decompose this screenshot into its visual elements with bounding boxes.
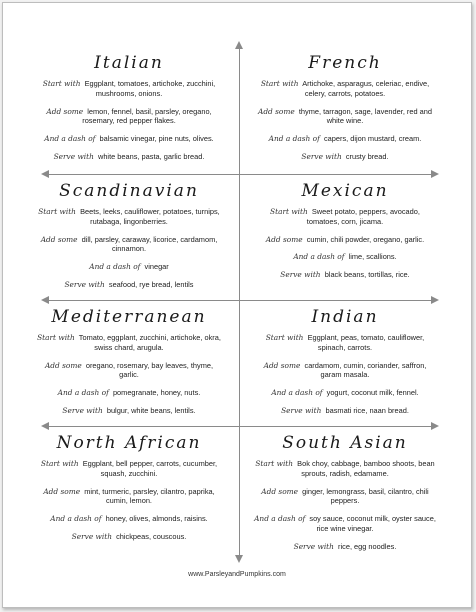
cuisine-title: Scandinavian (59, 181, 199, 201)
serve-with-text: basmati rice, naan bread. (325, 405, 409, 415)
add-some-label: Add some (46, 106, 84, 116)
dash-of-label: And a dash of (44, 134, 96, 144)
serve-with-row (253, 270, 437, 280)
serve-with-label: Serve with (71, 531, 112, 541)
arrow-up-icon (235, 41, 243, 49)
start-with-label: Start with (40, 459, 79, 468)
start-with-text: Eggplant, bell pepper, carrots, cucumber, squash, zucchini. (82, 459, 218, 478)
add-some-label: Add some (263, 360, 301, 370)
start-with-text: Artichoke, asparagus, celeriac, endive, celery, carrots, potatoes. (302, 79, 430, 98)
arrow-down-icon (235, 555, 243, 563)
dash-of-row (253, 514, 437, 534)
start-with-label: Start with (38, 207, 76, 216)
start-with-row (37, 333, 221, 353)
serve-with-text: rice, egg noodles. (338, 541, 397, 551)
add-some-row (37, 235, 221, 255)
serve-with-text: seafood, rye bread, lentils (108, 279, 194, 289)
start-with-text: Sweet potato, peppers, avocado, tomatoes, corn, jicama. (306, 207, 420, 226)
document-page (2, 2, 472, 608)
start-with-label: Start with (260, 79, 299, 88)
start-with-label: Start with (255, 459, 294, 468)
start-with-label: Start with (265, 333, 304, 342)
footer-url: www.ParsleyandPumpkins.com (188, 571, 286, 578)
add-some-label: Add some (44, 360, 82, 370)
add-some-row (253, 487, 437, 507)
add-some-row (253, 107, 437, 127)
dash-of-row (253, 388, 437, 398)
add-some-text: cumin, chili powder, oregano, garlic. (306, 234, 425, 244)
dash-of-text: pomegranate, honey, nuts. (112, 388, 201, 398)
start-with-label: Start with (270, 207, 308, 216)
cuisine-title: South Asian (282, 433, 408, 453)
vertical-axis-line (239, 47, 240, 557)
dash-of-text: honey, olives, almonds, raisins. (105, 514, 208, 524)
serve-with-text: black beans, tortillas, rice. (324, 270, 410, 280)
dash-of-label: And a dash of (271, 388, 323, 398)
cuisine-title: Mediterranean (51, 307, 207, 327)
add-some-row (37, 361, 221, 381)
serve-with-label: Serve with (280, 270, 321, 280)
start-with-text: Eggplant, tomatoes, artichoke, zucchini, mushrooms, onions. (84, 79, 216, 98)
start-with-row (253, 459, 437, 479)
cuisine-section-mexican (253, 181, 437, 288)
dash-of-label: And a dash of (89, 262, 141, 272)
add-some-label: Add some (257, 106, 295, 116)
dash-of-label: And a dash of (57, 388, 109, 398)
add-some-text: dill, parsley, caraway, licorice, cardamom, cinnamon. (81, 234, 218, 254)
serve-with-text: white beans, pasta, garlic bread. (97, 151, 205, 161)
cuisine-section-mediterranean (37, 307, 221, 424)
arrow-left-icon (41, 170, 49, 178)
dash-of-text: balsamic vinegar, pine nuts, olives. (99, 134, 214, 144)
start-with-row (253, 207, 437, 227)
dash-of-row (37, 388, 221, 398)
cuisine-title: Indian (311, 307, 379, 327)
cuisine-section-italian (37, 53, 221, 170)
add-some-text: lemon, fennel, basil, parsley, oregano, rosemary, red pepper flakes. (82, 106, 212, 126)
start-with-row (37, 459, 221, 479)
serve-with-row (253, 406, 437, 416)
dash-of-label: And a dash of (268, 134, 320, 144)
add-some-text: thyme, tarragon, sage, lavender, red and white wine. (298, 106, 432, 126)
serve-with-label: Serve with (301, 151, 342, 161)
serve-with-label: Serve with (293, 541, 334, 551)
dash-of-text: yogurt, coconut milk, fennel. (326, 388, 419, 398)
cuisine-section-north-african (37, 433, 221, 550)
dash-of-row (253, 252, 437, 262)
add-some-text: mint, turmeric, parsley, cilantro, paprika, cumin, lemon. (84, 486, 215, 506)
add-some-row (37, 107, 221, 127)
cuisine-section-scandinavian (37, 181, 221, 298)
serve-with-row (37, 406, 221, 416)
cuisine-section-south-asian (253, 433, 437, 560)
dash-of-text: lime, scallions. (348, 252, 397, 262)
cuisine-title: North African (56, 433, 202, 453)
serve-with-text: bulgur, white beans, lentils. (106, 405, 196, 415)
horizontal-axis-line (47, 426, 433, 427)
add-some-label: Add some (40, 234, 78, 244)
start-with-label: Start with (42, 79, 81, 88)
serve-with-text: chickpeas, couscous. (116, 531, 187, 541)
dash-of-row (253, 134, 437, 144)
add-some-label: Add some (265, 234, 303, 244)
cuisine-title: Italian (94, 53, 164, 73)
add-some-text: oregano, rosemary, bay leaves, thyme, garlic. (85, 360, 214, 380)
serve-with-label: Serve with (62, 405, 103, 415)
start-with-row (253, 333, 437, 353)
dash-of-text: vinegar (144, 262, 169, 272)
start-with-text: Beets, leeks, cauliflower, potatoes, turnips, rutabaga, lingonberries. (80, 207, 220, 226)
serve-with-row (37, 532, 221, 542)
dash-of-label: And a dash of (254, 514, 306, 524)
add-some-row (253, 361, 437, 381)
serve-with-row (37, 280, 221, 290)
add-some-text: ginger, lemongrass, basil, cilantro, chili peppers. (302, 486, 429, 506)
arrow-right-icon (431, 170, 439, 178)
start-with-row (37, 207, 221, 227)
start-with-row (253, 79, 437, 99)
cuisine-title: Mexican (301, 181, 389, 201)
add-some-row (37, 487, 221, 507)
add-some-label: Add some (43, 486, 81, 496)
horizontal-axis-line (47, 174, 433, 175)
start-with-row (37, 79, 221, 99)
arrow-right-icon (431, 296, 439, 304)
serve-with-row (253, 152, 437, 162)
cuisine-section-french (253, 53, 437, 170)
dash-of-row (37, 262, 221, 272)
start-with-text: Tomato, eggplant, zucchini, artichoke, okra, swiss chard, arugula. (78, 333, 221, 352)
dash-of-label: And a dash of (50, 514, 102, 524)
dash-of-label: And a dash of (293, 252, 345, 262)
add-some-label: Add some (261, 486, 299, 496)
start-with-text: Eggplant, peas, tomato, cauliflower, spinach, carrots. (307, 333, 425, 352)
horizontal-axis-line (47, 300, 433, 301)
add-some-row (253, 235, 437, 245)
serve-with-label: Serve with (64, 279, 105, 289)
serve-with-text: crusty bread. (345, 151, 389, 161)
serve-with-label: Serve with (281, 405, 322, 415)
dash-of-row (37, 514, 221, 524)
serve-with-row (37, 152, 221, 162)
dash-of-row (37, 134, 221, 144)
add-some-text: cardamom, cumin, coriander, saffron, garam masala. (304, 360, 427, 380)
cuisine-section-indian (253, 307, 437, 424)
start-with-label: Start with (37, 333, 75, 342)
dash-of-text: capers, dijon mustard, cream. (323, 134, 422, 144)
serve-with-row (253, 542, 437, 552)
dash-of-text: soy sauce, coconut milk, oyster sauce, rice wine vinegar. (309, 514, 436, 533)
serve-with-label: Serve with (53, 151, 94, 161)
cuisine-title: French (308, 53, 382, 73)
start-with-text: Bok choy, cabbage, bamboo shoots, bean sprouts, radish, edamame. (297, 459, 435, 478)
